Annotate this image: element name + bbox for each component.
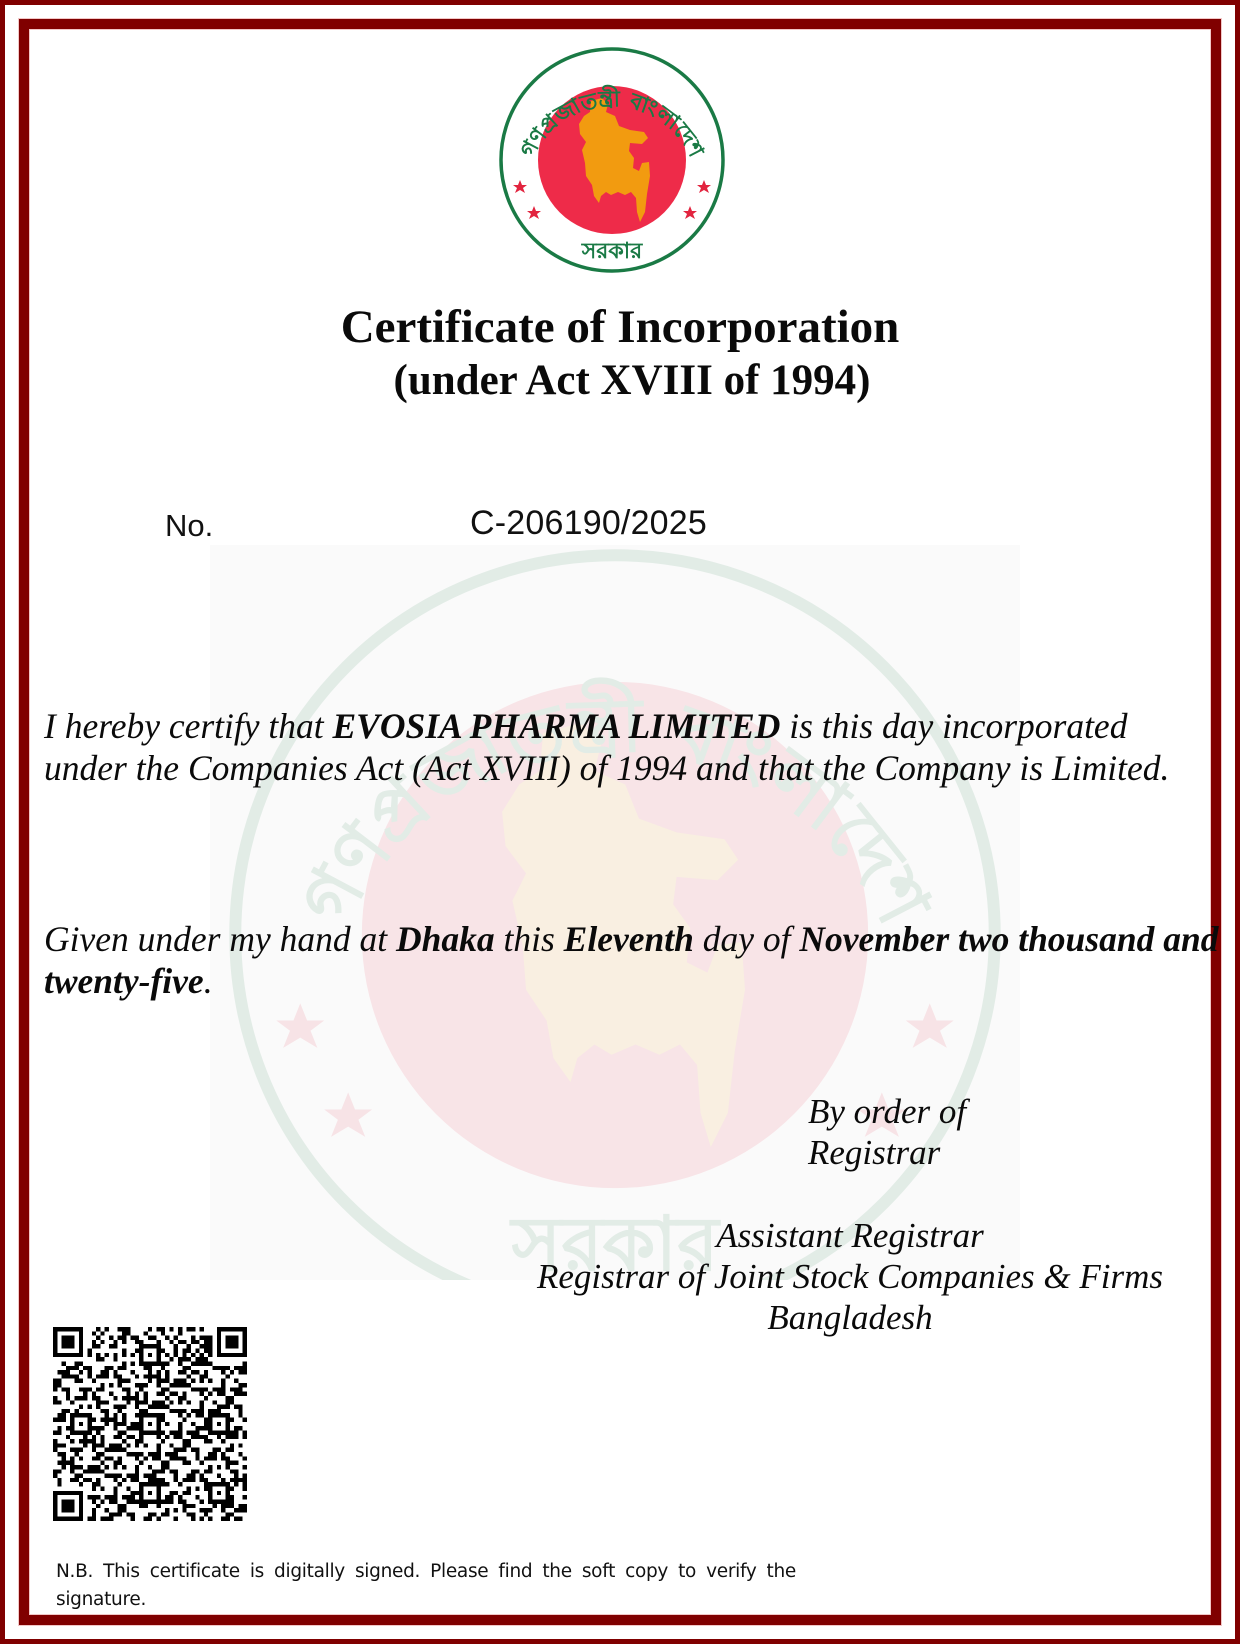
signature-order-block — [808, 1091, 966, 1173]
by-order-of: By order of — [808, 1092, 967, 1131]
footnote: N.B. This certificate is digitally signed. Please find the soft copy to verify the signature. — [56, 1561, 796, 1610]
given-text-2: this — [494, 919, 564, 959]
registrar-label: Registrar — [808, 1133, 941, 1172]
company-name: EVOSIA PHARMA LIMITED — [332, 706, 781, 746]
certificate-subtitle: (under Act XVIII of 1994) — [393, 357, 871, 404]
qr-code[interactable] — [53, 1325, 247, 1523]
given-paragraph — [44, 918, 1224, 1002]
office-name: Registrar of Joint Stock Companies & Firms — [536, 1257, 1164, 1296]
certify-suffix: is this day incorporated under the Companies Act (Act XVIII) of 1994 and that the Company is Limited. — [44, 706, 1170, 788]
given-text-1: Given under my hand at — [44, 919, 396, 959]
government-seal-icon — [498, 46, 726, 274]
place: Dhaka — [395, 919, 495, 959]
date-words: November two thousand and twenty-five — [44, 919, 1219, 1001]
given-text-4: . — [203, 961, 213, 1001]
signature-office-block — [510, 1215, 1190, 1338]
signatory-title: Assistant Registrar — [716, 1216, 984, 1255]
certificate-number: C-206190/2025 — [470, 504, 708, 542]
country: Bangladesh — [767, 1298, 933, 1337]
given-text-3: day of — [693, 919, 800, 959]
certify-prefix: I hereby certify that — [44, 706, 333, 746]
day: Eleventh — [563, 919, 694, 959]
certificate-number-label: No. — [165, 508, 214, 543]
certificate-title: Certificate of Incorporation — [340, 301, 900, 353]
certification-paragraph — [44, 705, 1219, 789]
